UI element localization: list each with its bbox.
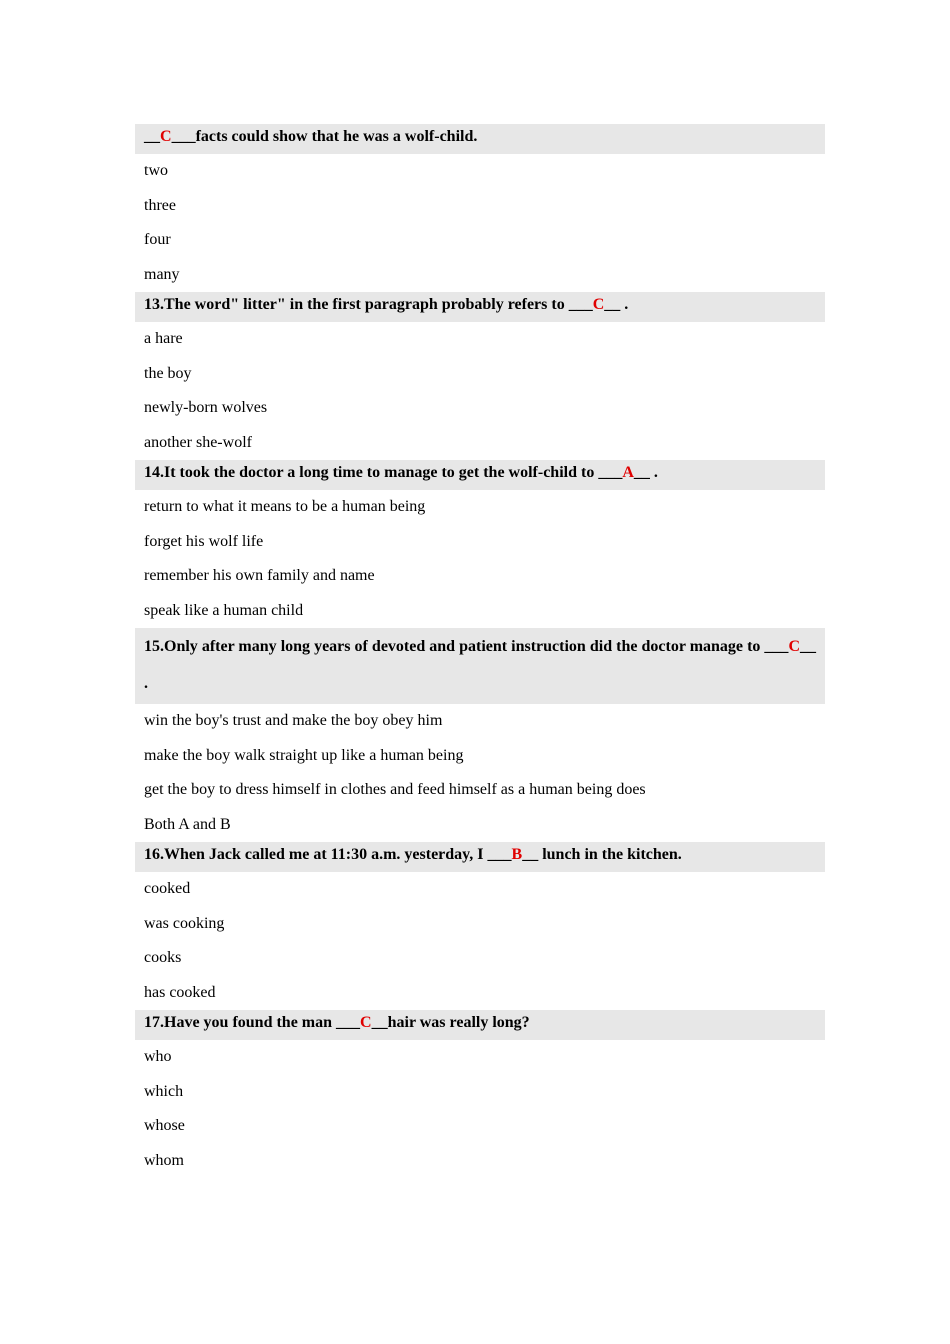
option-b: which [144,1082,184,1100]
question-stem-pre: 17.Have you found the man ___ [144,1014,361,1031]
option-d: Both A and B [144,815,231,833]
question-12 [135,124,825,154]
answer-mark: A [622,464,634,481]
answer-mark: C [788,638,800,655]
option-a: two [144,162,168,179]
question-stem-pre: 14.It took the doctor a long time to manage to get the wolf-child to ___ [144,464,623,481]
question-15 [135,628,825,704]
option-a: cooked [144,880,191,897]
question-17 [135,1010,825,1040]
option-d: another she-wolf [144,433,252,451]
answer-mark: C [360,1014,372,1031]
option-b: three [144,196,176,214]
answer-mark: C [160,128,172,145]
option-b: was cooking [144,914,225,932]
question-16 [135,842,825,872]
option-a: who [144,1048,172,1065]
question-14 [135,460,825,490]
quiz-content [135,124,825,1178]
option-d: whom [144,1151,184,1169]
option-a: a hare [144,330,183,347]
option-c: whose [144,1117,185,1134]
question-stem-post: ___facts could show that he was a wolf-child. [171,128,478,145]
option-b: the boy [144,364,192,382]
option-c: remember his own family and name [144,567,375,584]
question-stem-post: __hair was really long? [371,1014,530,1031]
option-a: return to what it means to be a human being [144,498,426,515]
question-stem-post: __ . [633,464,658,481]
question-13 [135,292,825,322]
question-stem-pre: __ [144,128,160,145]
option-d: has cooked [144,983,216,1001]
question-stem-pre: 16.When Jack called me at 11:30 a.m. yesterday, I ___ [144,846,512,863]
option-c: get the boy to dress himself in clothes and feed himself as a human being does [144,781,646,798]
option-c: four [144,231,171,248]
option-d: speak like a human child [144,601,304,619]
option-b: make the boy walk straight up like a human being [144,746,464,764]
question-stem-post: __ lunch in the kitchen. [522,846,682,863]
option-a: win the boy's trust and make the boy obey him [144,712,443,729]
option-b: forget his wolf life [144,532,264,550]
question-stem-pre: 13.The word" litter" in the first paragraph probably refers to ___ [144,296,593,313]
option-c: cooks [144,949,182,966]
option-d: many [144,265,180,283]
answer-mark: C [592,296,605,313]
option-c: newly-born wolves [144,399,268,416]
question-stem-post: __ . [604,296,629,313]
question-stem-post: __ . [144,638,816,692]
answer-mark: B [511,846,523,863]
question-stem-pre: 15.Only after many long years of devoted and patient instruction did the doctor manage to ___ [144,638,789,655]
